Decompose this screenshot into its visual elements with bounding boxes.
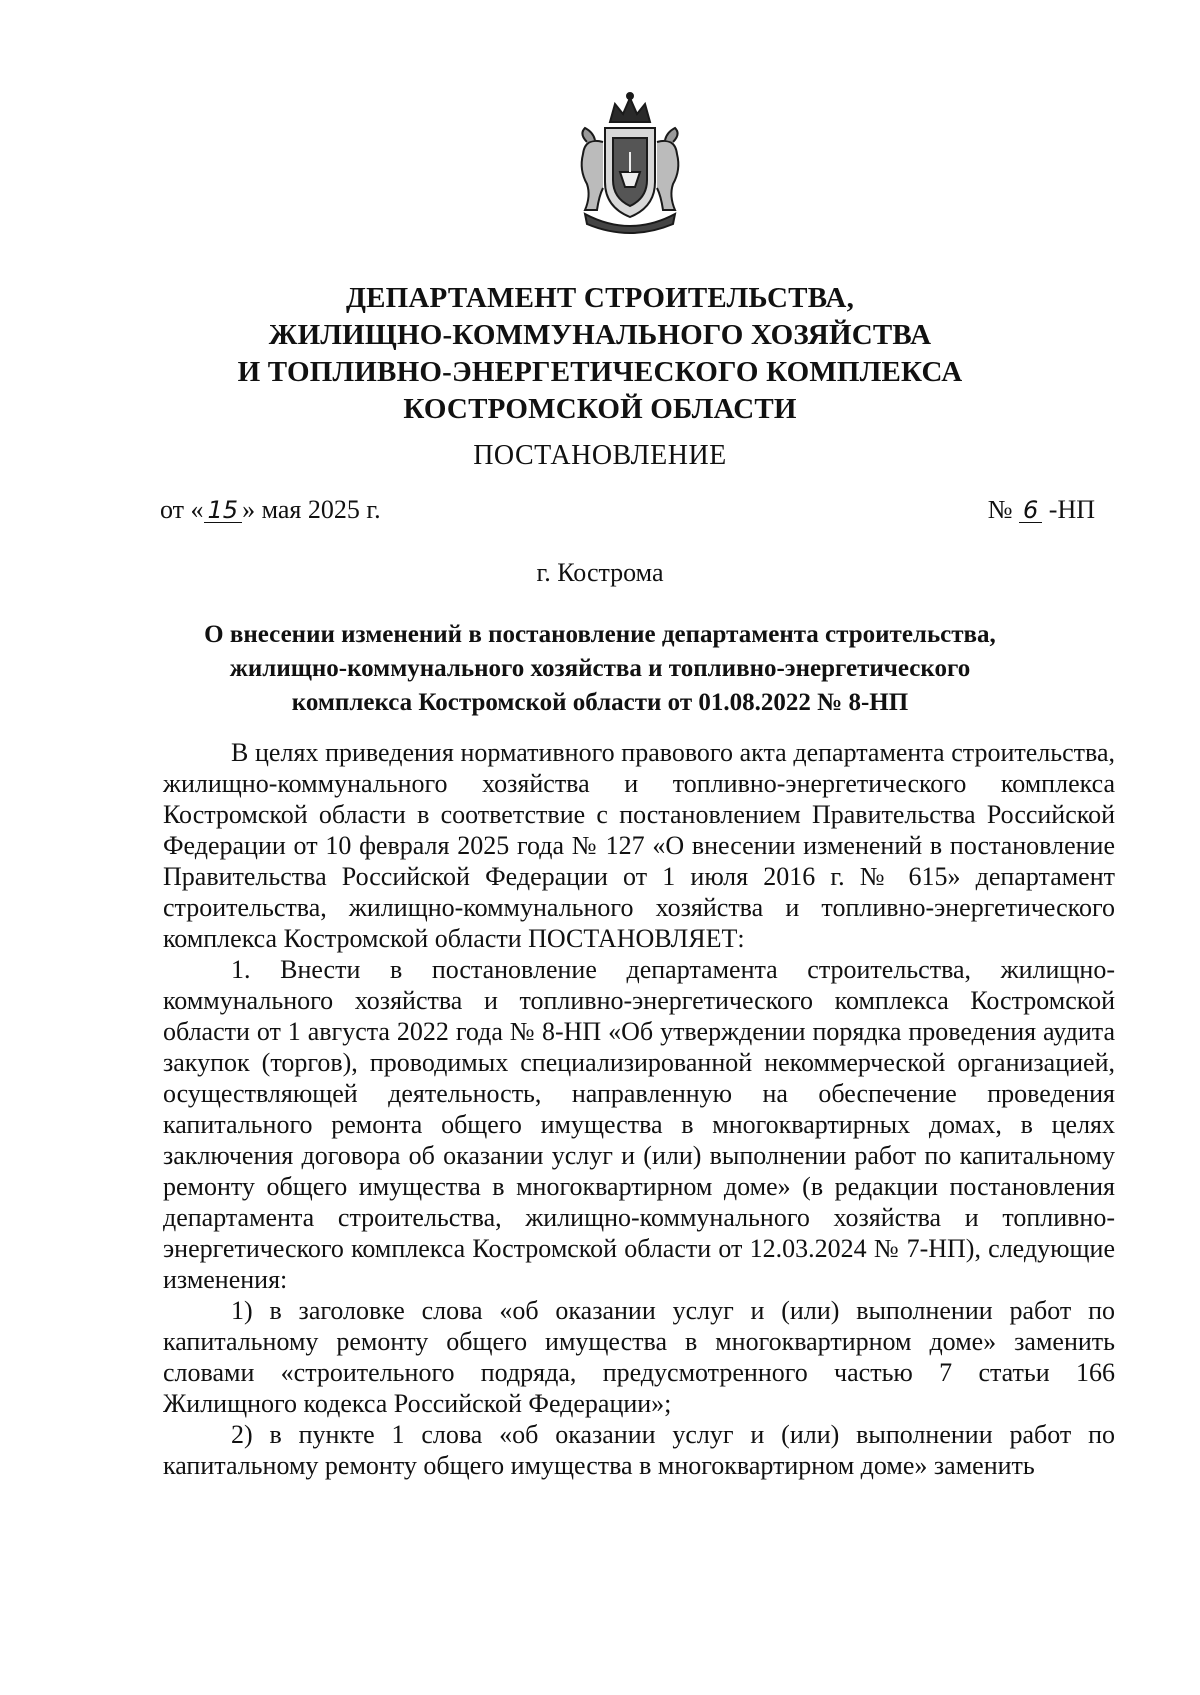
- number-value-handwritten: 6: [1019, 498, 1042, 523]
- subject-line-2: жилищно-коммунального хозяйства и топливно-энергетического: [229, 655, 971, 682]
- subject-line-1: О внесении изменений в постановление департамента строительства,: [204, 621, 996, 648]
- document-subject: [150, 618, 1050, 720]
- city: г. Кострома: [536, 558, 664, 587]
- date-suffix: » мая 2025 г.: [242, 495, 381, 524]
- kostroma-region-coat-of-arms-icon: [565, 92, 695, 242]
- subject-line-3: комплекса Костромской области от 01.08.2022 № 8-НП: [291, 689, 909, 716]
- date-day-handwritten: 15: [204, 498, 243, 523]
- organization-name-line-1: ДЕПАРТАМЕНТ СТРОИТЕЛЬСТВА,: [345, 282, 855, 314]
- document-number: [988, 495, 1095, 525]
- document-body: [163, 737, 1115, 1481]
- organization-name: [150, 280, 1050, 428]
- date-prefix: от «: [160, 495, 204, 524]
- organization-name-line-2: ЖИЛИЩНО-КОММУНАЛЬНОГО ХОЗЯЙСТВА: [268, 319, 932, 351]
- number-suffix: -НП: [1042, 495, 1095, 524]
- organization-name-line-4: КОСТРОМСКОЙ ОБЛАСТИ: [403, 393, 797, 425]
- document-type: ПОСТАНОВЛЕНИЕ: [473, 440, 727, 471]
- document-date: [160, 495, 381, 525]
- organization-name-line-3: И ТОПЛИВНО-ЭНЕРГЕТИЧЕСКОГО КОМПЛЕКСА: [237, 356, 963, 388]
- body-paragraph-preamble: В целях приведения нормативного правового акта департамента строительства, жилищно-коммунального хозяйства и топливно-энергетического комплекса Костромской области в соответствие с постановлением Правительства Российской Федерации от 10 февраля 2025 года № 127 «О внесении изменений в постановление Правительства Российской Федерации от 1 июля 2016 г. № 615» департамент строительства, жилищно-коммунального хозяйства и топливно-энергетического комплекса Костромской области ПОСТАНОВЛЯЕТ:: [163, 738, 1115, 953]
- body-paragraph-item-1: 1. Внести в постановление департамента строительства, жилищно-коммунального хозяйства и топливно-энергетического комплекса Костромской области от 1 августа 2022 года № 8-НП «Об утверждении порядка проведения аудита закупок (торгов), проводимых специализированной некоммерческой организацией, осуществляющей деятельность, направленную на обеспечение проведения капитального ремонта общего имущества в многоквартирных домах, в целях заключения договора об оказании услуг и (или) выполнении работ по капитальному ремонту общего имущества в многоквартирном доме» (в редакции постановления департамента строительства, жилищно-коммунального хозяйства и топливно-энергетического комплекса Костромской области от 12.03.2024 № 7-НП), следующие изменения:: [163, 955, 1115, 1294]
- body-paragraph-subitem-1: 1) в заголовке слова «об оказании услуг и (или) выполнении работ по капитальному ремонту общего имущества в многоквартирном доме» заменить словами «строительного подряда, предусмотренного частью 7 статьи 166 Жилищного кодекса Российской Федерации»;: [163, 1296, 1115, 1418]
- number-prefix: №: [987, 495, 1019, 524]
- body-paragraph-subitem-2: 2) в пункте 1 слова «об оказании услуг и (или) выполнении работ по капитальному ремонту общего имущества в многоквартирном доме» заменить: [163, 1420, 1115, 1480]
